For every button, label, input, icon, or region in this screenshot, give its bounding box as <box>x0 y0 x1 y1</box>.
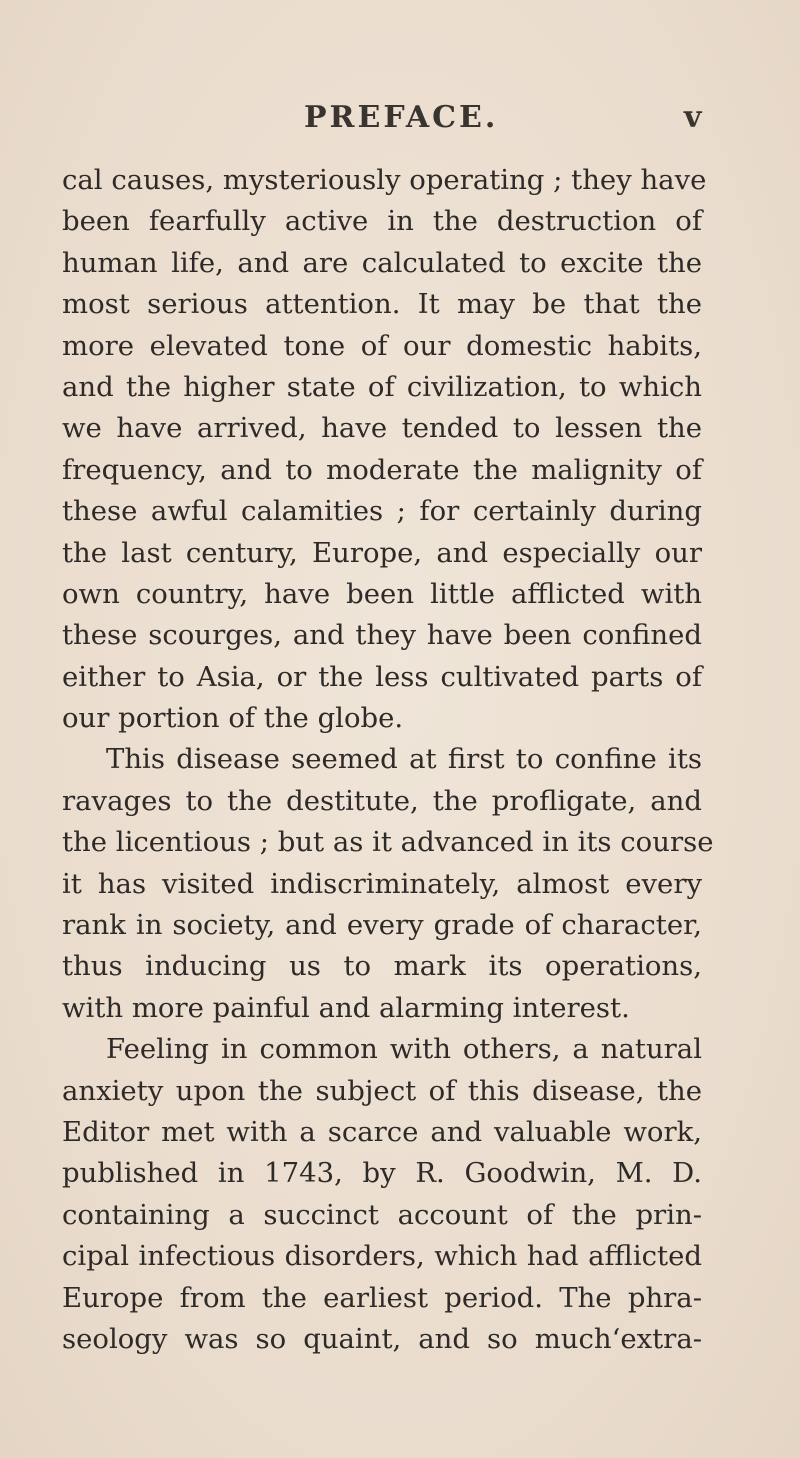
text-line: more elevated tone of our domestic habits, <box>62 329 702 362</box>
paragraph-start-line: This disease seemed at first to confine its <box>106 743 702 776</box>
text-line: we have arrived, have tended to lessen the <box>62 412 702 445</box>
text-line: the last century, Europe, and especially our <box>62 536 702 569</box>
text-line: either to Asia, or the less cultivated parts of <box>62 660 702 693</box>
text-line: most serious attention. It may be that the <box>62 288 702 321</box>
text-line: human life, and are calculated to excite the <box>62 246 702 279</box>
text-line: published in 1743, by R. Goodwin, M. D. <box>62 1157 702 1190</box>
text-line: these scourges, and they have been confined <box>62 619 702 652</box>
text-line: Editor met with a scarce and valuable work, <box>62 1115 702 1148</box>
text-line: ravages to the destitute, the profligate, and <box>62 784 702 817</box>
text-line: seology was so quaint, and so much‘extra- <box>62 1322 702 1355</box>
text-line: been fearfully active in the destruction of <box>62 205 702 238</box>
text-line: own country, have been little afflicted with <box>62 577 702 610</box>
text-line: rank in society, and every grade of character, <box>62 909 702 942</box>
text-line: Europe from the earliest period. The phra- <box>62 1281 702 1314</box>
paragraph-end-line: with more painful and alarming interest. <box>62 991 630 1024</box>
text-line: thus inducing us to mark its operations, <box>62 950 702 983</box>
page-header <box>0 100 800 144</box>
text-line: cipal infectious disorders, which had afflicted <box>62 1240 702 1273</box>
text-line: frequency, and to moderate the malignity of <box>62 453 702 486</box>
text-line: the licentious ; but as it advanced in its course <box>62 826 714 859</box>
text-line: anxiety upon the subject of this disease, the <box>62 1074 702 1107</box>
text-line: cal causes, mysteriously operating ; they have <box>62 164 707 196</box>
running-title: PREFACE. <box>304 100 499 135</box>
text-line: these awful calamities ; for certainly during <box>62 495 702 528</box>
paragraph-start-line: Feeling in common with others, a natural <box>106 1033 702 1066</box>
text-line: containing a succinct account of the prin- <box>62 1198 702 1231</box>
paragraph-end-line: our portion of the globe. <box>62 702 404 735</box>
text-line: it has visited indiscriminately, almost every <box>62 867 702 900</box>
text-line: and the higher state of civilization, to which <box>62 370 702 403</box>
page-number: v <box>684 100 702 135</box>
body-text <box>62 160 714 1360</box>
